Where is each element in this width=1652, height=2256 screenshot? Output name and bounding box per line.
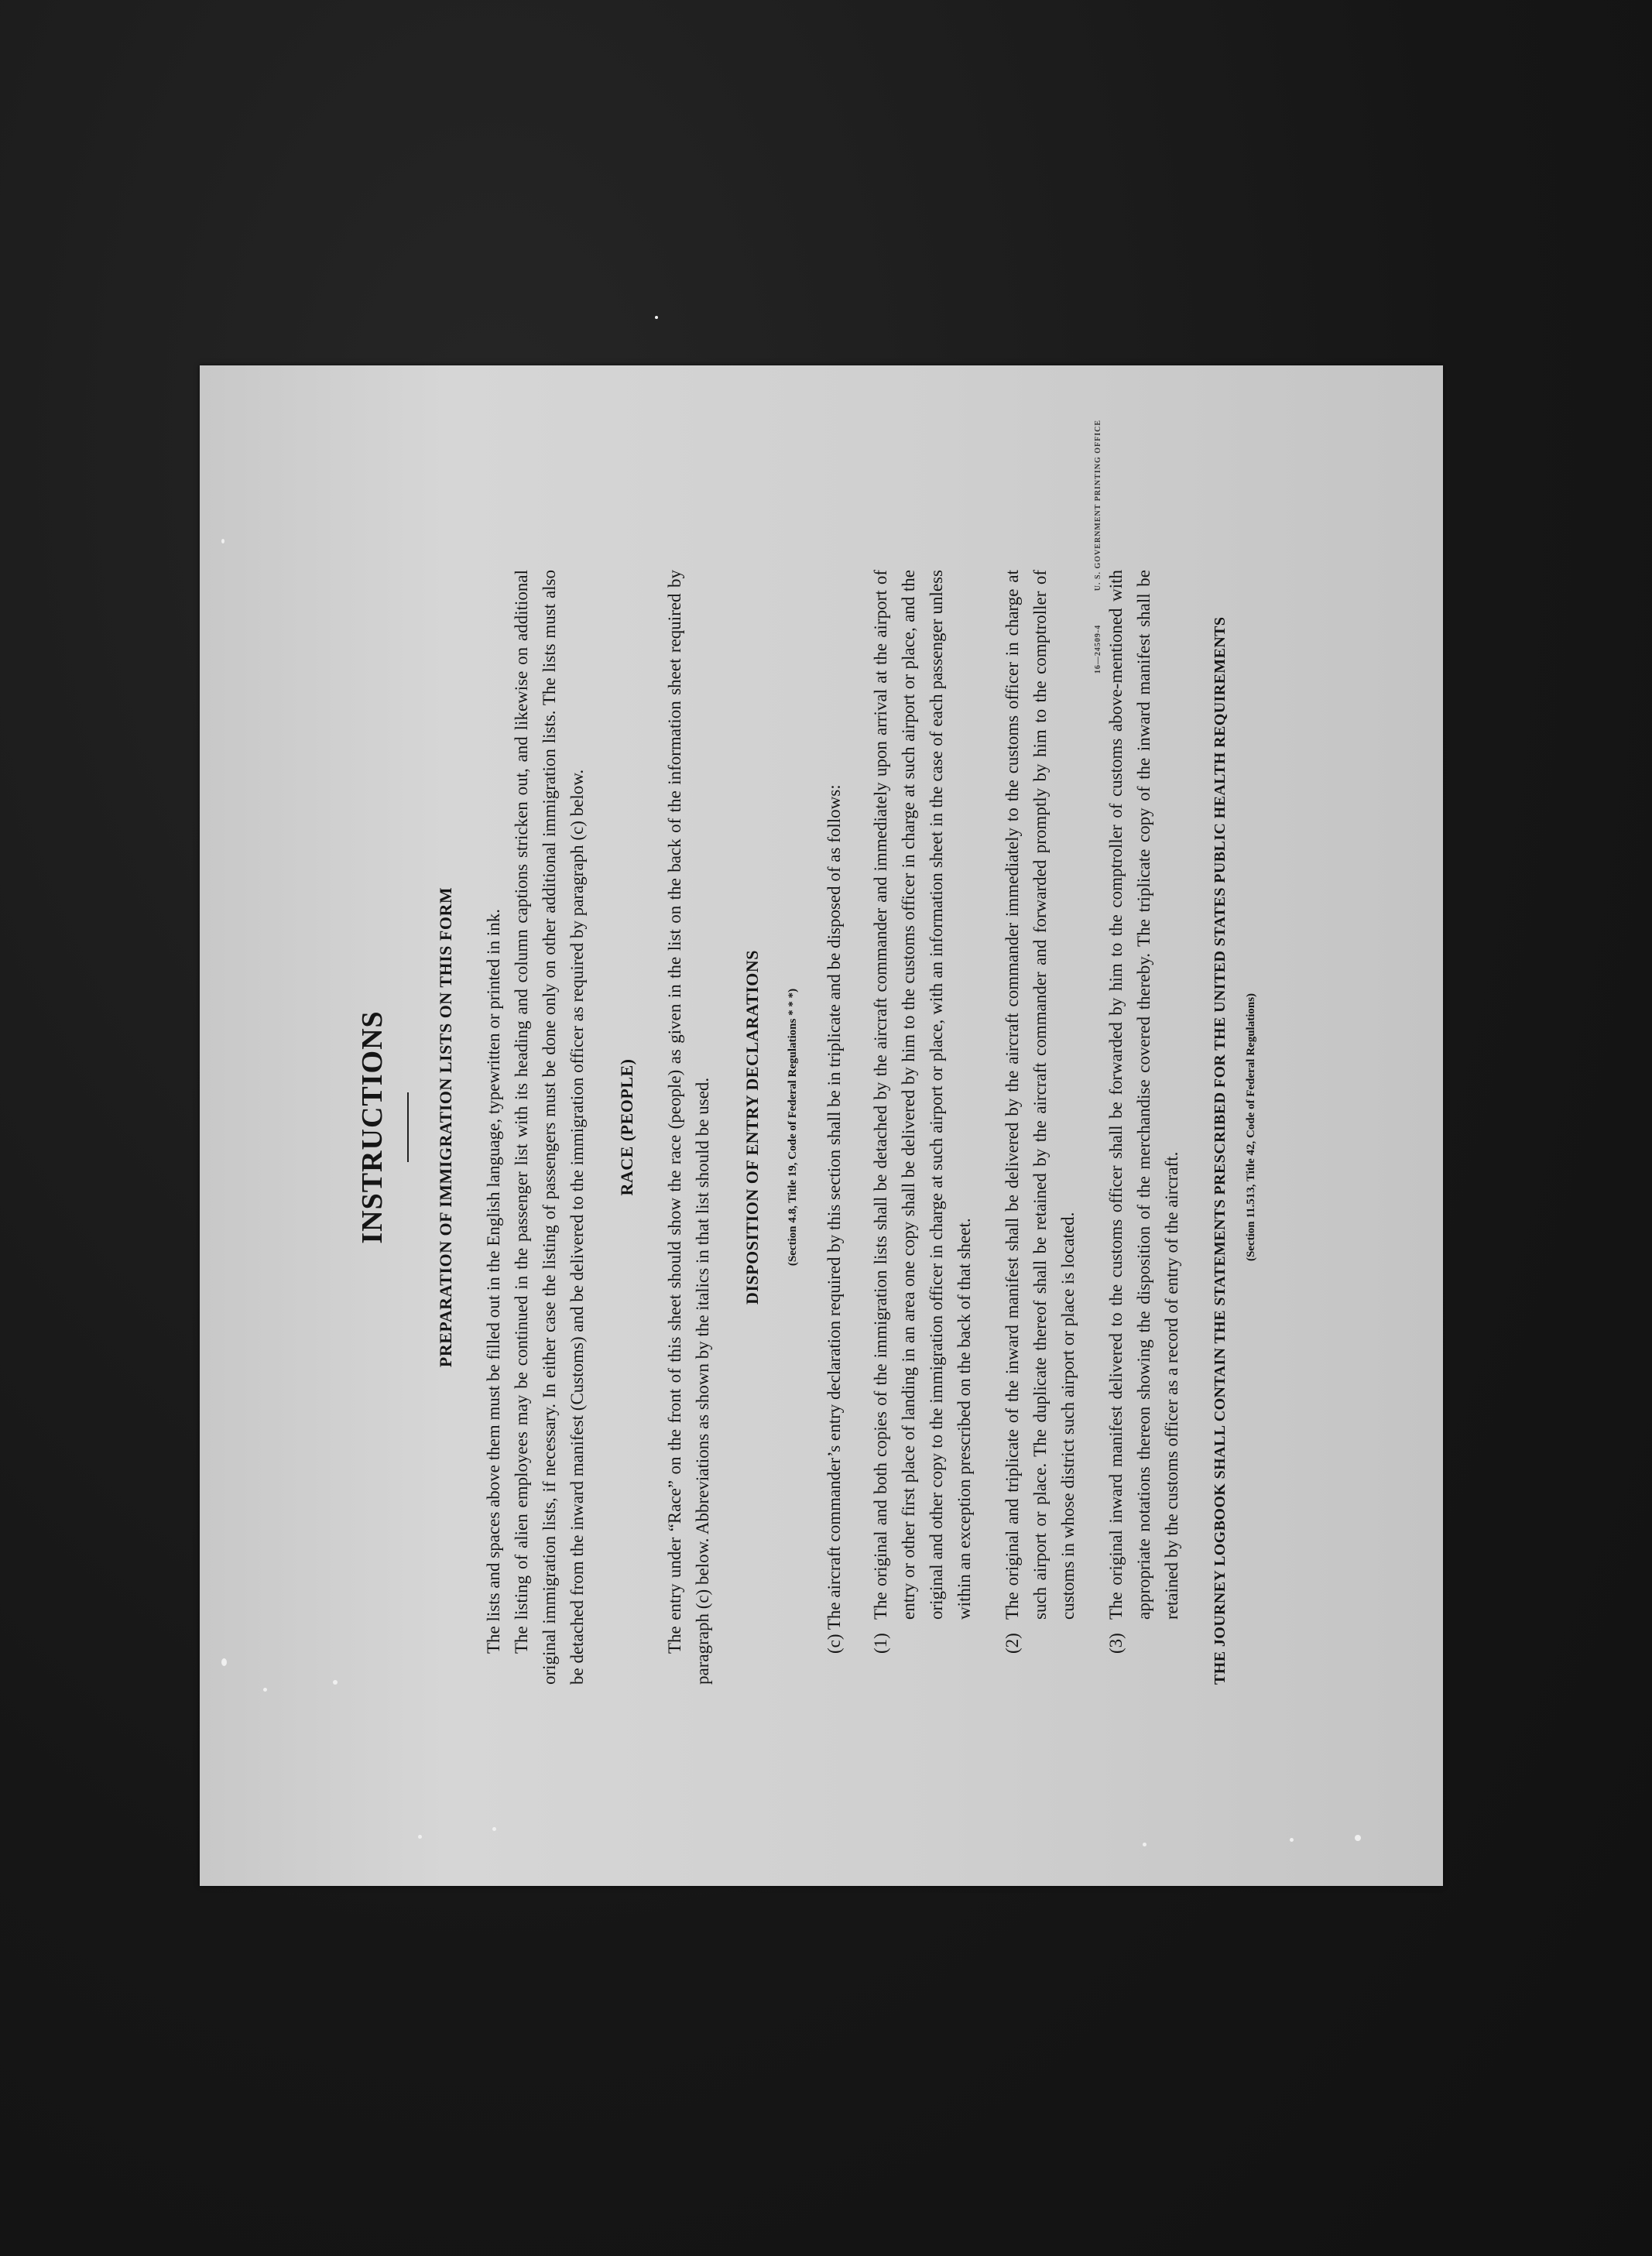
scan-speck bbox=[333, 1680, 338, 1685]
printer-credit: U. S. GOVERNMENT PRINTING OFFICE bbox=[1094, 420, 1102, 591]
scan-speck bbox=[221, 539, 224, 543]
list-item bbox=[999, 570, 1082, 1685]
rotated-content bbox=[200, 365, 1443, 1886]
logbook-citation: (Section 11.513, Title 42, Code of Federal Regulations) bbox=[1245, 993, 1257, 1262]
preparation-paragraph-1: The lists and spaces above them must be filled out in the English language, typewritten or printed in ink. bbox=[484, 909, 503, 1654]
scan-speck bbox=[1143, 1843, 1146, 1846]
scan-speck bbox=[418, 1835, 422, 1839]
scan-speck bbox=[263, 1688, 267, 1692]
list-item bbox=[1102, 570, 1186, 1685]
item-text: The original inward manifest delivered to the customs officer shall be forwarded by him to the comptroller of customs above-mentioned with appropriate notations thereon showing the disposition of the merchandise covered thereby. The triplicate copy of the inward manifest shall be retained by the customs officer as a record of entry of the aircraft. bbox=[1106, 570, 1181, 1620]
preparation-paragraph-2: The listing of alien employees may be continued in the passenger list with its heading and column captions stricken out, and likewise on additional original immigration lists, if necessary. In either case the listing of passengers must be done only on other additional immigration lists. The lists must also be detached from the inward manifest (Customs) and be delivered to the immigration officer as required by paragraph (c) below. bbox=[512, 570, 587, 1685]
race-paragraph: The entry under “Race” on the front of this sheet should show the race (people) as given in the list on the back of the information sheet required by paragraph (c) below. Abbreviations as shown by the italics in that list should be used. bbox=[665, 570, 712, 1685]
document-body bbox=[355, 570, 1407, 1685]
list-item bbox=[867, 570, 979, 1685]
item-text: The original and triplicate of the inward manifest shall be delivered by the aircraft commander immediately to the customs officer in charge at such airport or place. The duplicate thereof shall be retained by the aircraft commander and forwarded promptly by him to the comptroller of customs in whose district such airport or place is located. bbox=[1003, 570, 1078, 1620]
scan-speck bbox=[655, 316, 658, 319]
race-heading: RACE (PEOPLE) bbox=[617, 1058, 636, 1196]
disposition-citation: (Section 4.8, Title 19, Code of Federal Regulations * * *) bbox=[787, 988, 799, 1267]
logbook-statement: THE JOURNEY LOGBOOK SHALL CONTAIN THE STATEMENTS PRESCRIBED FOR THE UNITED STATES PUBLIC HEALTH REQUIREMENTS bbox=[1212, 616, 1229, 1685]
scan-speck bbox=[1355, 1835, 1361, 1841]
printer-footer bbox=[1094, 420, 1102, 705]
document-page bbox=[200, 365, 1443, 1886]
item-number: (1) bbox=[871, 1633, 890, 1654]
item-number: (2) bbox=[1003, 1633, 1022, 1654]
scan-speck bbox=[492, 1827, 496, 1831]
scan-speck bbox=[221, 1658, 227, 1666]
spacer bbox=[717, 570, 739, 1685]
disposition-heading: DISPOSITION OF ENTRY DECLARATIONS bbox=[742, 949, 762, 1305]
title-rule bbox=[407, 1092, 409, 1162]
item-text: The original and both copies of the immigration lists shall be detached by the aircraft commander and immediately upon arrival at the airport of entry or other first place of landing in an area one copy shall be delivered by him to the customs officer in charge at such airport or place, and the original and other copy to the immigration officer in charge at such airport or place, with an information sheet in the case of each passenger unless within an exception prescribed on the back of that sheet. bbox=[871, 570, 974, 1620]
page-title: INSTRUCTIONS bbox=[356, 1010, 389, 1244]
item-number: (3) bbox=[1106, 1633, 1126, 1654]
scan-speck bbox=[1290, 1838, 1294, 1842]
preparation-heading: PREPARATION OF IMMIGRATION LISTS ON THIS FORM bbox=[436, 886, 455, 1368]
form-number: 16—24509-4 bbox=[1094, 624, 1102, 674]
disposition-intro: (c) The aircraft commander’s entry declaration required by this section shall be in triplicate and be disposed of as follows: bbox=[824, 784, 844, 1654]
spacer bbox=[591, 570, 613, 1685]
